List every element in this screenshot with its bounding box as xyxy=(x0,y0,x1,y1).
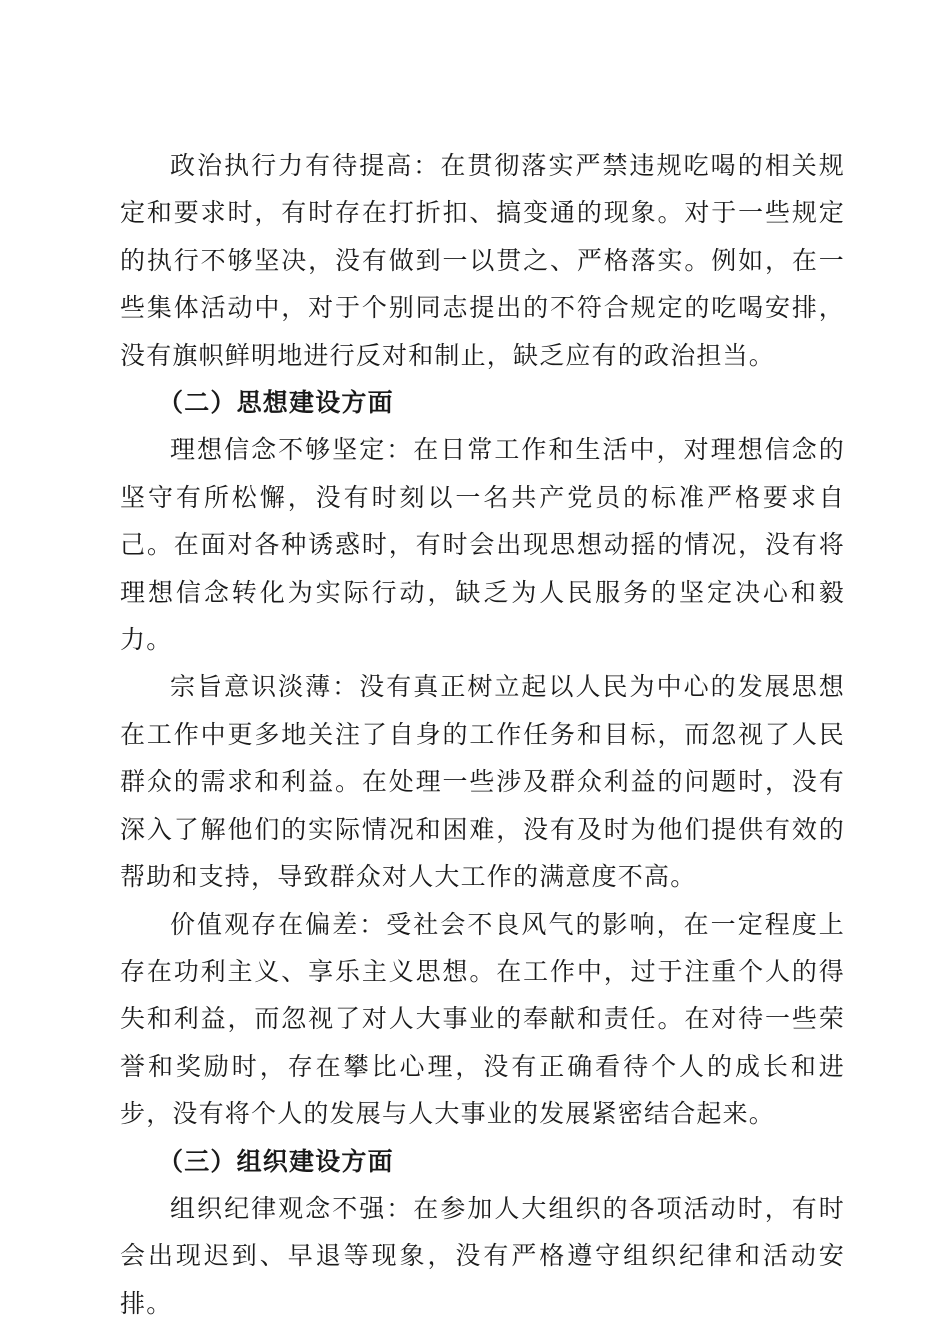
paragraph-political-execution: 政治执行力有待提高：在贯彻落实严禁违规吃喝的相关规定和要求时，有时存在打折扣、搞变通的现象。对于一些规定的执行不够坚决，没有做到一以贯之、严格落实。例如，在一些集体活动中，对于个别同志提出的不符合规定的吃喝安排，没有旗帜鲜明地进行反对和制止，缺乏应有的政治担当。 xyxy=(120,151,845,370)
paragraph-values-deviation: 价值观存在偏差：受社会不良风气的影响，在一定程度上存在功利主义、享乐主义思想。在工作中，过于注重个人的得失和利益，而忽视了对人大事业的奉献和责任。在对待一些荣誉和奖励时，存在攀比心理，没有正确看待个人的成长和进步，没有将个人的发展与人大事业的发展紧密结合起来。 xyxy=(120,909,845,1129)
section-heading-ideology: （二）思想建设方面 xyxy=(158,388,394,418)
section-heading-organization: （三）组织建设方面 xyxy=(158,1146,394,1176)
paragraph-ideals-beliefs: 理想信念不够坚定：在日常工作和生活中，对理想信念的坚守有所松懈，没有时刻以一名共产党员的标准严格要求自己。在面对各种诱惑时，有时会出现思想动摇的情况，没有将理想信念转化为实际行动，缺乏为人民服务的坚定决心和毅力。 xyxy=(120,435,845,655)
paragraph-organizational-discipline: 组织纪律观念不强：在参加人大组织的各项活动时，有时会出现迟到、早退等现象，没有严格遵守组织纪律和活动安排。 xyxy=(120,1193,845,1318)
paragraph-purpose-awareness: 宗旨意识淡薄：没有真正树立起以人民为中心的发展思想在工作中更多地关注了自身的工作任务和目标，而忽视了人民群众的需求和利益。在处理一些涉及群众利益的问题时，没有深入了解他们的实际情况和困难，没有及时为他们提供有效的帮助和支持，导致群众对人大工作的满意度不高。 xyxy=(120,672,845,892)
